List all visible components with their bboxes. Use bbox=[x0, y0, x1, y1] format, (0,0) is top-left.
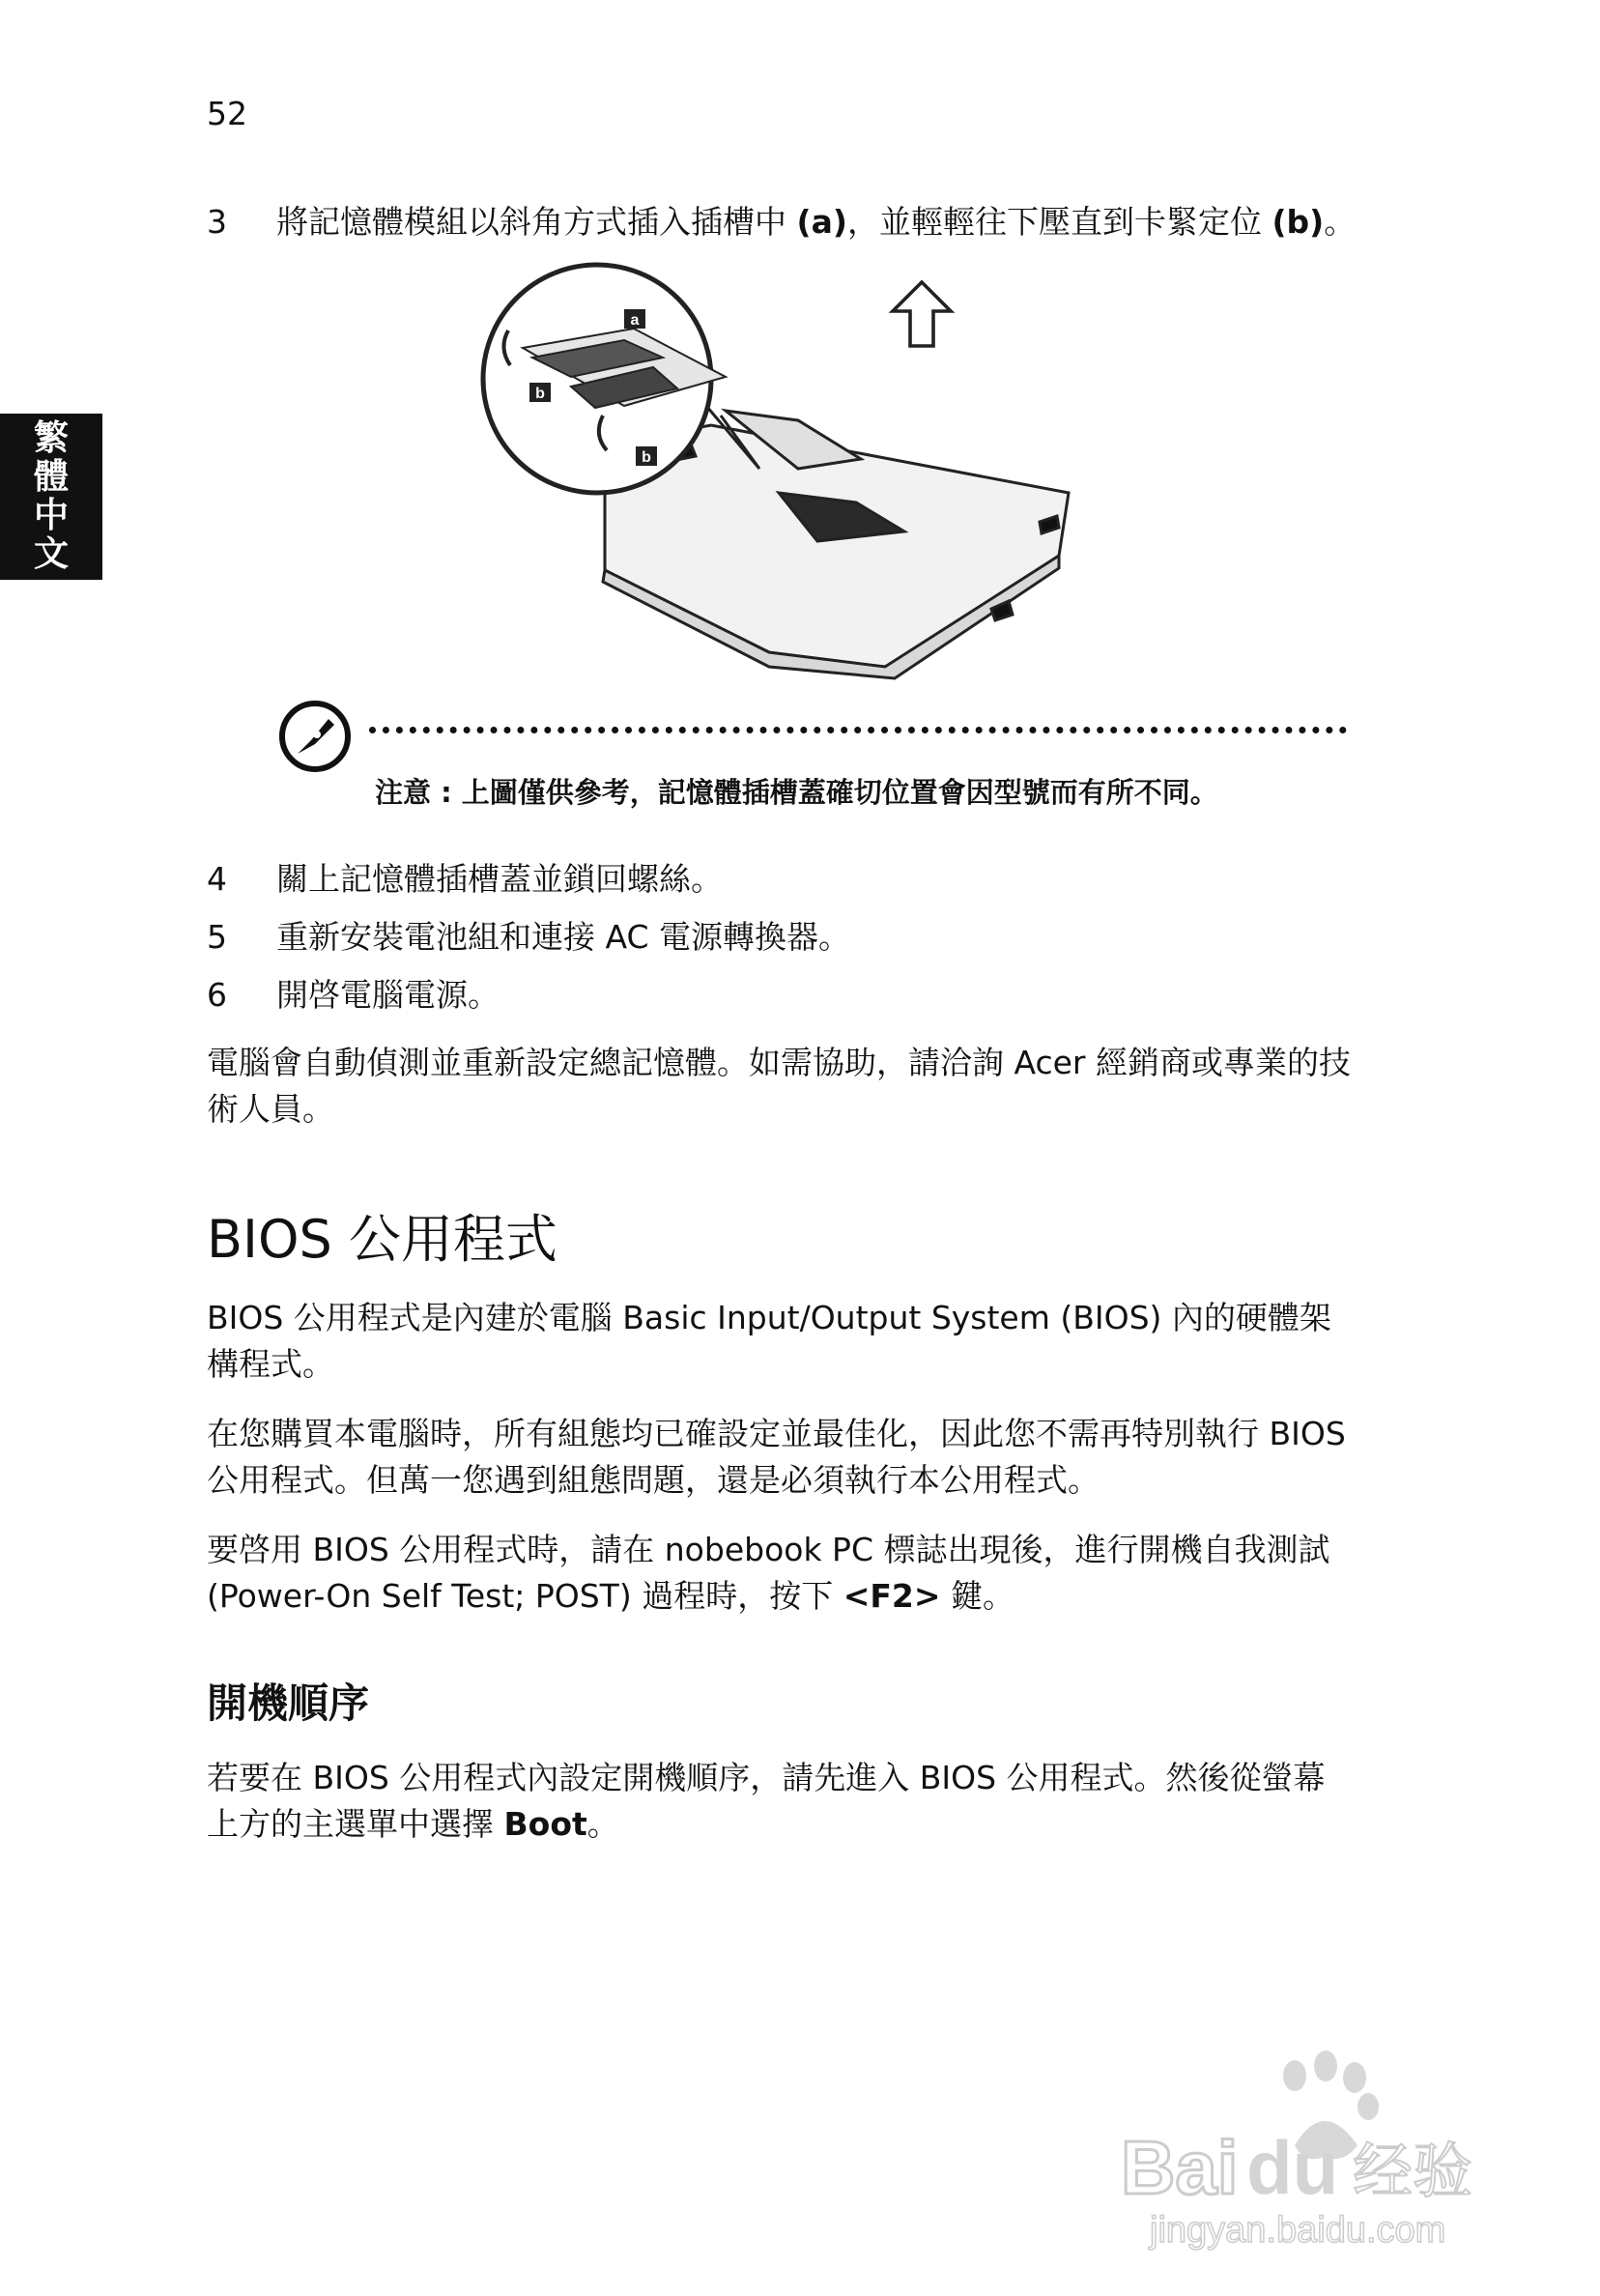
step-text: ，並輕輕往下壓直到卡緊定位 bbox=[846, 203, 1272, 241]
side-tab-char: 繁 bbox=[33, 418, 69, 458]
side-tab-char: 中 bbox=[33, 496, 69, 535]
step-number: 4 bbox=[207, 860, 227, 898]
side-tab-char: 文 bbox=[33, 534, 69, 574]
step-callout: (a) bbox=[796, 203, 847, 241]
step-callout: (b) bbox=[1271, 203, 1325, 241]
bios-paragraph-3 bbox=[207, 1527, 1357, 1620]
subsection-title: 開機順序 bbox=[207, 1679, 370, 1727]
watermark-url: jingyan.baidu.com bbox=[1150, 2210, 1446, 2251]
step-number: 6 bbox=[207, 976, 227, 1014]
step-6 bbox=[207, 974, 500, 1017]
boot-menu-label: Boot bbox=[503, 1805, 587, 1843]
language-side-tab bbox=[0, 414, 102, 580]
baidu-watermark-logo bbox=[1111, 2029, 1517, 2261]
note-body: 上圖僅供參考，記憶體插槽蓋確切位置會因型號而有所不同。 bbox=[461, 776, 1218, 809]
callout-b: b bbox=[535, 386, 545, 402]
section-title: BIOS 公用程式 bbox=[207, 1209, 557, 1270]
step-3 bbox=[207, 201, 1356, 244]
step-number: 5 bbox=[207, 918, 227, 956]
boot-text: 若要在 BIOS 公用程式內設定開機順序，請先進入 BIOS 公用程式。然後從螢幕上方的主選單中選擇 bbox=[207, 1759, 1326, 1843]
bios-paragraph-1: BIOS 公用程式是內建於電腦 Basic Input/Output System (BIOS) 內的硬體架構程式。 bbox=[207, 1299, 1331, 1383]
note-label: 注意 : bbox=[375, 776, 462, 809]
watermark-brand: Bai bbox=[1121, 2125, 1239, 2210]
bios-p3-text: 要啓用 BIOS 公用程式時，請在 nobebook PC 標誌出現後，進行開機自我測試 (Power-On Self Test; POST) 過程時，按下 bbox=[207, 1531, 1330, 1615]
boot-tail: 。 bbox=[586, 1805, 619, 1843]
step-text: 開啓電腦電源。 bbox=[276, 976, 500, 1014]
step-text: 將記憶體模組以斜角方式插入插槽中 bbox=[276, 203, 797, 241]
side-tab-char: 體 bbox=[33, 457, 69, 497]
bios-paragraph-2: 在您購買本電腦時，所有組態均已確設定並最佳化，因此您不需再特別執行 BIOS 公用程式。但萬一您遇到組態問題，還是必須執行本公用程式。 bbox=[207, 1415, 1346, 1499]
memory-install-illustration bbox=[479, 261, 1078, 686]
callout-a: a bbox=[630, 312, 640, 329]
note-block bbox=[276, 698, 1349, 814]
f2-key-label: <F2> bbox=[843, 1577, 941, 1615]
watermark-brand-du: du bbox=[1246, 2125, 1339, 2210]
step-text: 重新安裝電池組和連接 AC 電源轉換器。 bbox=[276, 918, 851, 956]
step-5 bbox=[207, 916, 850, 959]
watermark-cn: 经验 bbox=[1353, 2136, 1473, 2206]
note-pen-icon bbox=[276, 698, 354, 775]
step-text: 。 bbox=[1324, 203, 1357, 241]
boot-order-paragraph bbox=[207, 1755, 1357, 1848]
step-number: 3 bbox=[207, 203, 227, 241]
lift-arrow-icon bbox=[893, 282, 951, 346]
note-divider bbox=[369, 727, 1347, 733]
callout-b: b bbox=[642, 449, 651, 466]
page-number: 52 bbox=[207, 95, 247, 132]
note-text bbox=[375, 771, 1218, 811]
bios-p3-tail: 鍵。 bbox=[940, 1577, 1015, 1615]
step-4 bbox=[207, 858, 723, 901]
step-text: 關上記憶體插槽蓋並鎖回螺絲。 bbox=[276, 860, 723, 898]
memory-detect-paragraph: 電腦會自動偵測並重新設定總記憶體。如需協助，請洽詢 Acer 經銷商或專業的技術人員。 bbox=[207, 1044, 1351, 1128]
